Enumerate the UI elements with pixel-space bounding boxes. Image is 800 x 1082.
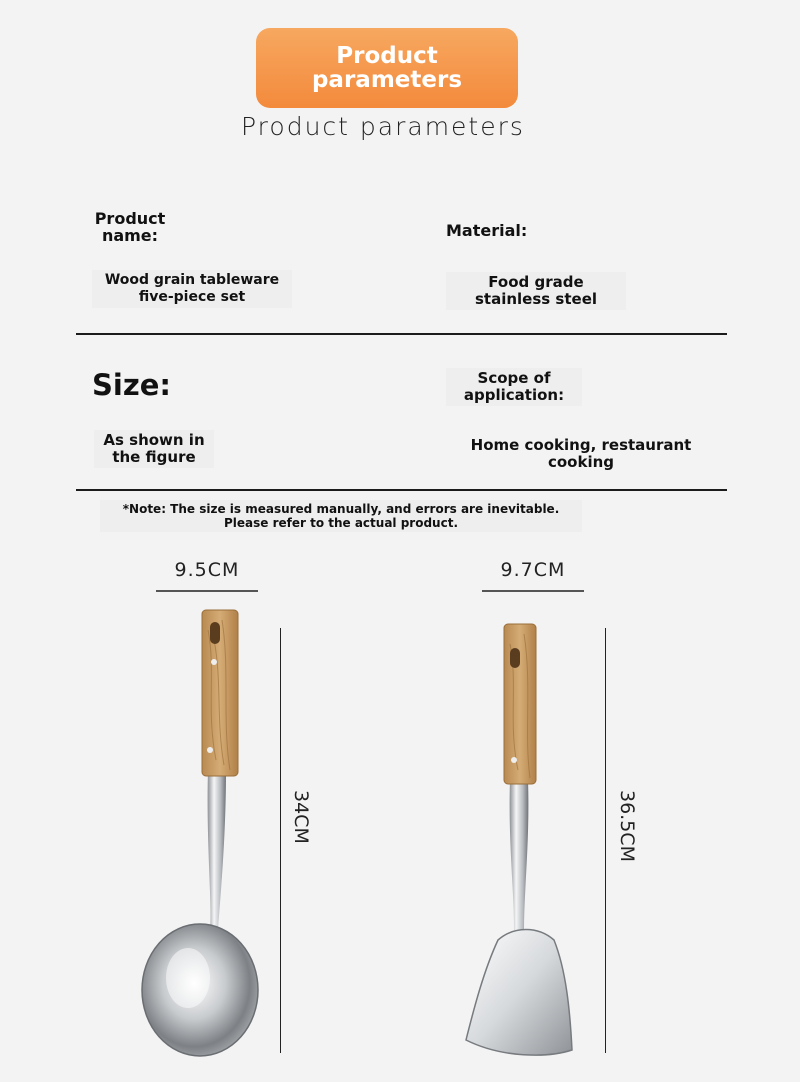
divider-1 [76,333,727,335]
section-subtitle: Product parameters [241,112,525,141]
ladle-width-label: 9.5CM [174,559,240,581]
section-title-badge [256,28,518,108]
spatula-length-label: 36.5CM [616,790,638,862]
material-value: Food grade stainless steel [446,272,626,310]
measurement-note: *Note: The size is measured manually, and errors are inevitable. Please refer to the actual product. [100,500,582,532]
ladle-width-line [156,590,258,592]
scope-value: Home cooking, restaurant cooking [470,436,692,471]
spatula-width-label: 9.7CM [500,559,566,581]
size-value: As shown in the figure [94,430,214,468]
material-label: Material: [446,221,528,240]
spatula-length-line [605,628,606,1053]
divider-2 [76,489,727,491]
ladle-length-label: 34CM [290,790,312,844]
product-name-label: Product name: [94,209,166,245]
badge-text: Product parameters [311,43,463,93]
size-label: Size: [92,368,171,402]
ladle-icon [130,600,270,1070]
ladle-length-line [280,628,281,1053]
scope-label: Scope of application: [446,368,582,406]
spatula-width-line [482,590,584,592]
product-name-value: Wood grain tableware five-piece set [92,270,292,308]
spatula-icon [458,620,588,1065]
